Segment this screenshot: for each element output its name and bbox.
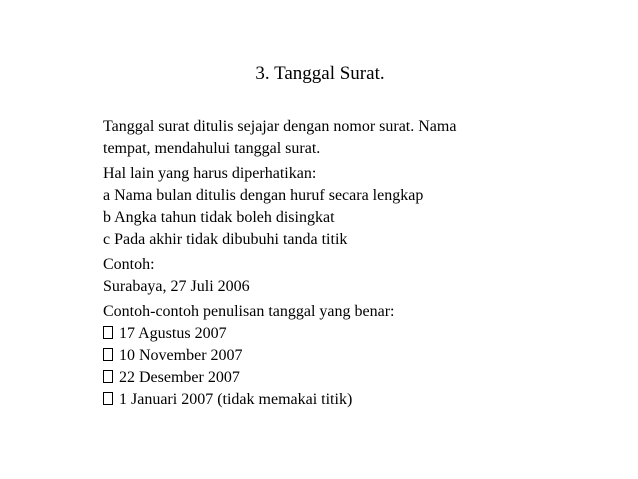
note-item: b Angka tahun tidak boleh disingkat: [103, 209, 335, 226]
examples-block: [103, 301, 523, 411]
slide-body: [103, 116, 523, 411]
slide-title: 3. Tanggal Surat.: [255, 63, 385, 84]
notes-block: [103, 163, 523, 251]
notes-heading: Hal lain yang harus diperhatikan:: [103, 165, 317, 182]
bullet-box-icon: [103, 392, 113, 405]
bullet-box-icon: [103, 348, 113, 361]
example-list-item: [103, 345, 523, 367]
example-list-text: 17 Agustus 2007: [119, 325, 227, 342]
bullet-box-icon: [103, 326, 113, 339]
intro-paragraph: [103, 116, 523, 160]
note-item: a Nama bulan ditulis dengan huruf secara lengkap: [103, 187, 424, 204]
example-block: [103, 254, 523, 298]
example-heading: Contoh:: [103, 256, 155, 273]
example-value: Surabaya, 27 Juli 2006: [103, 278, 250, 295]
intro-line: Tanggal surat ditulis sejajar dengan nomor surat. Nama: [103, 118, 457, 135]
examples-heading: Contoh-contoh penulisan tanggal yang benar:: [103, 303, 395, 320]
example-list-text: 22 Desember 2007: [119, 369, 240, 386]
intro-line: tempat, mendahului tanggal surat.: [103, 140, 321, 157]
example-list-text: 10 November 2007: [119, 347, 243, 364]
example-list-item: [103, 367, 523, 389]
example-list-item: [103, 323, 523, 345]
note-item: c Pada akhir tidak dibubuhi tanda titik: [103, 231, 348, 248]
bullet-box-icon: [103, 370, 113, 383]
example-list-text: 1 Januari 2007 (tidak memakai titik): [119, 391, 353, 408]
example-list-item: [103, 389, 523, 411]
